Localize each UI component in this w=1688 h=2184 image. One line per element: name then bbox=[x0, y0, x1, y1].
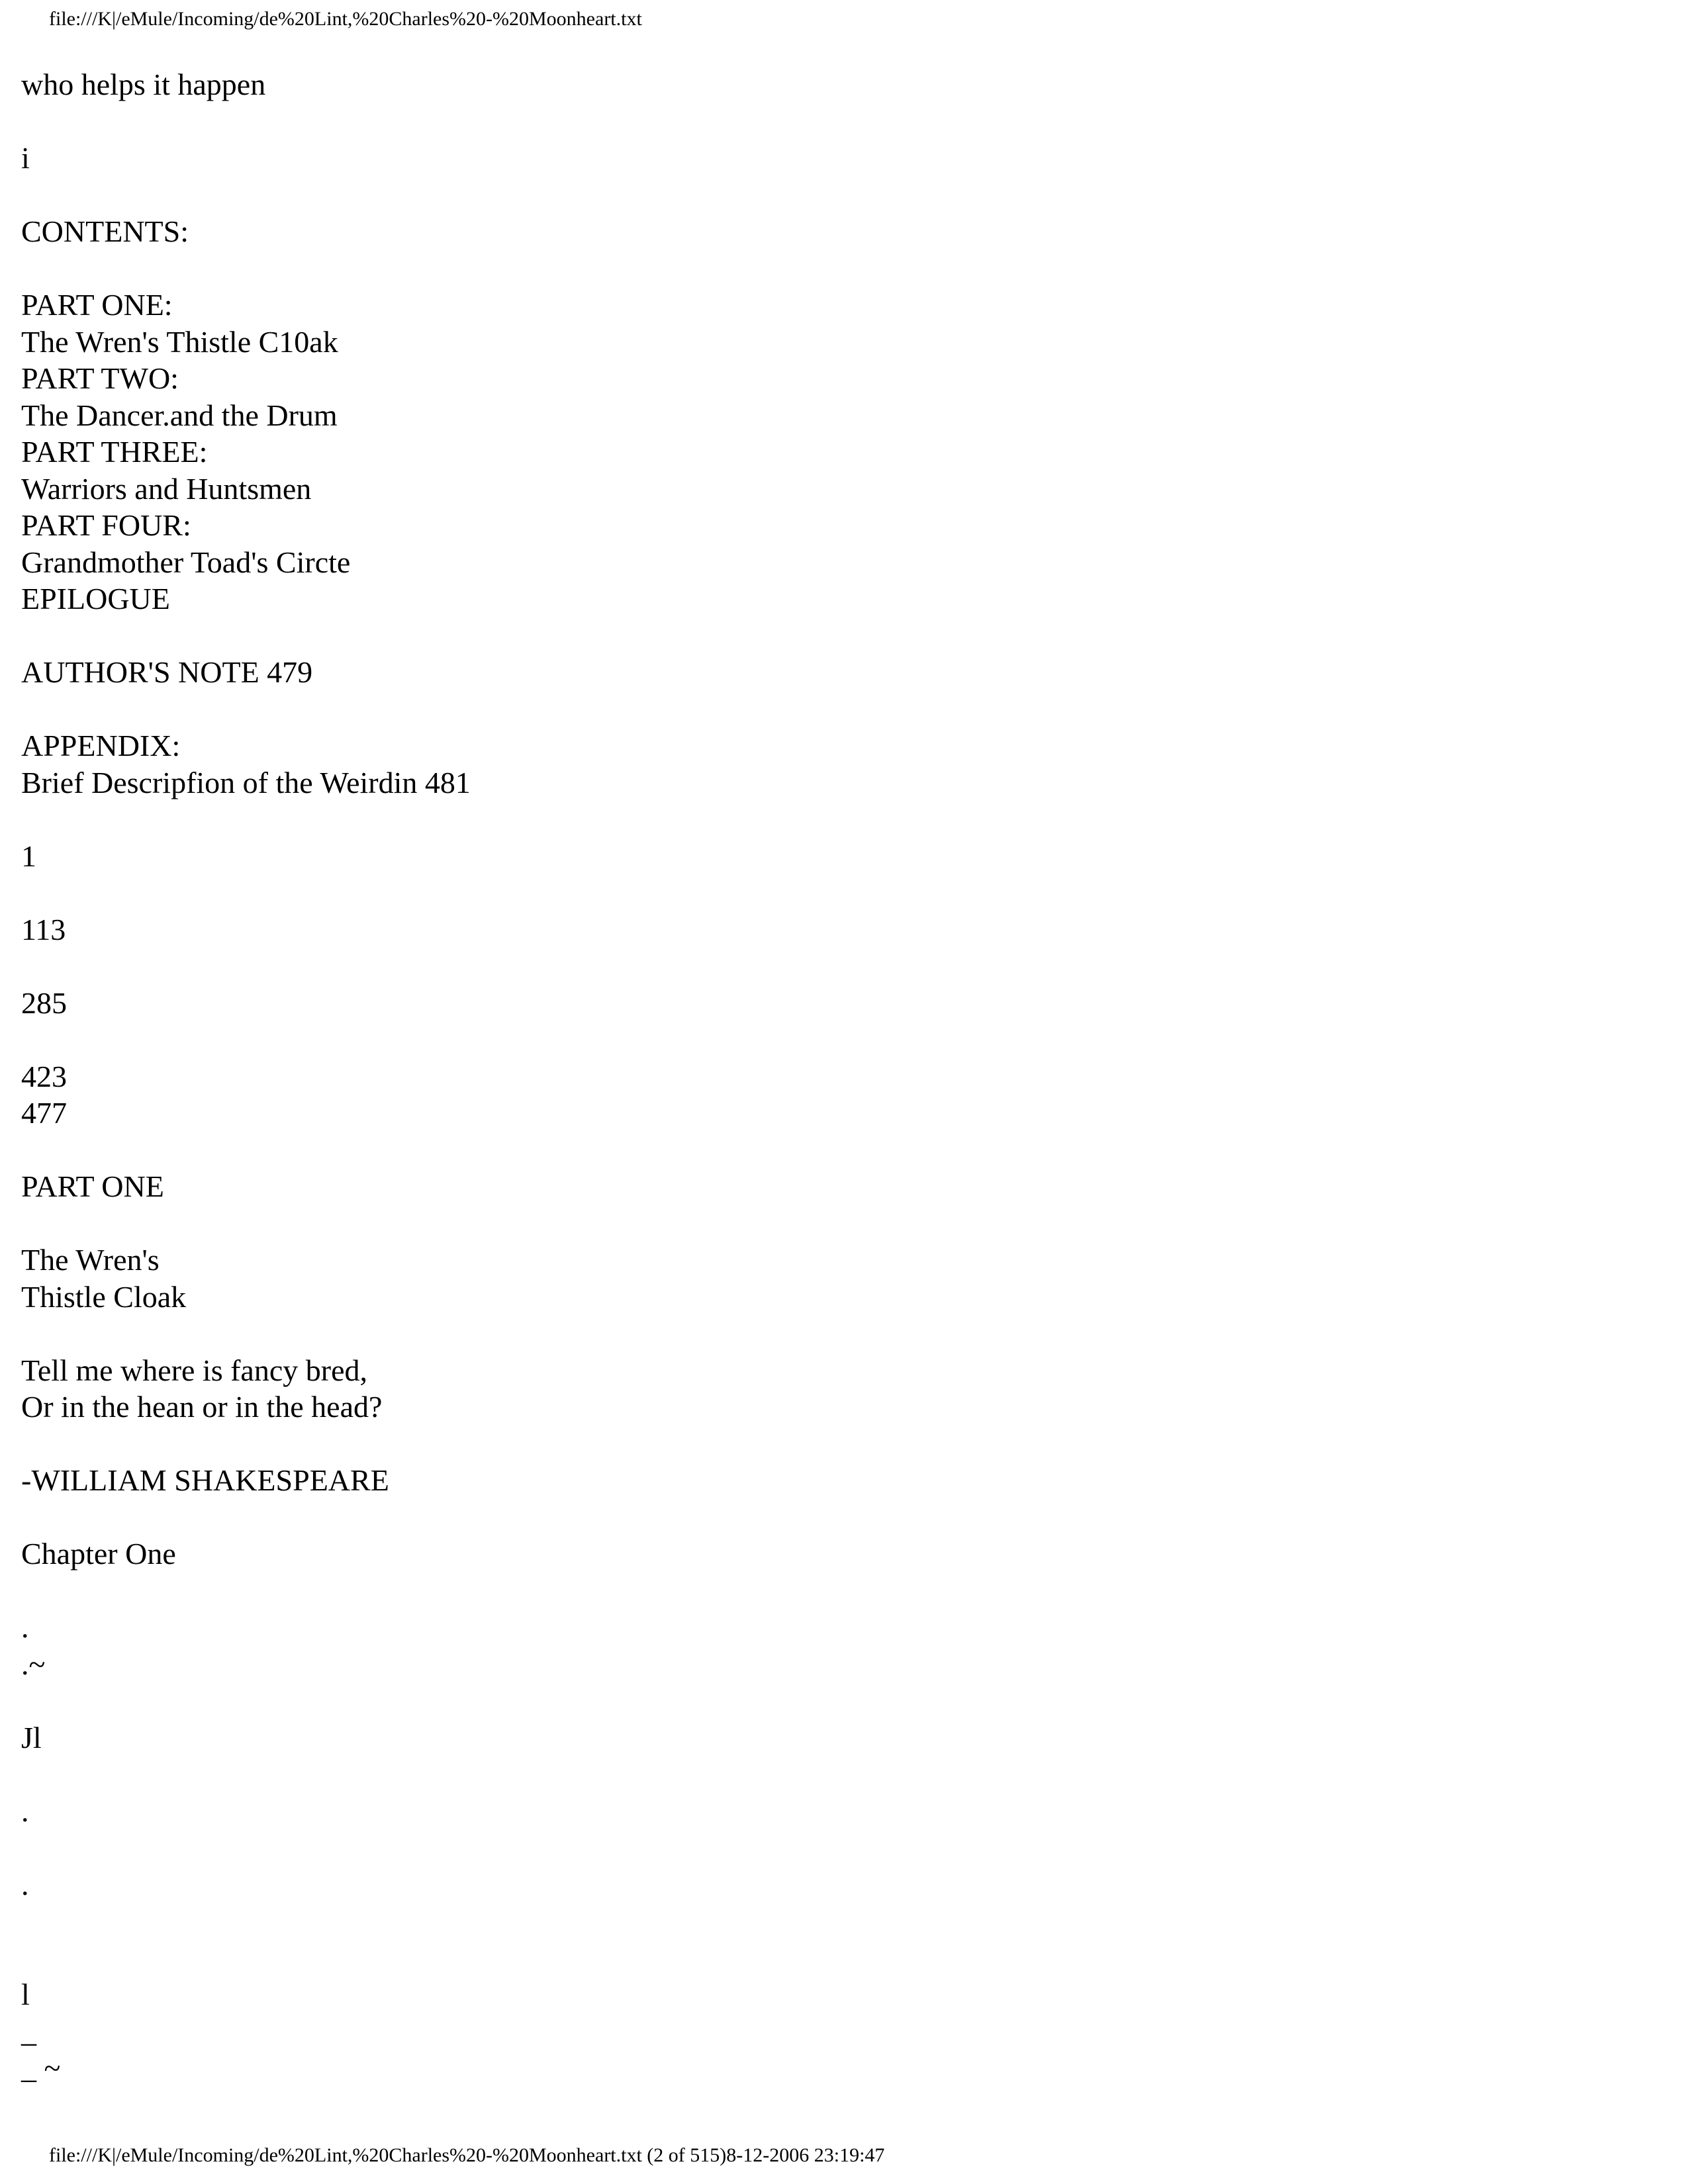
page-number: 477 bbox=[21, 1096, 67, 1130]
blank-line bbox=[21, 1499, 1663, 1536]
blank-line bbox=[21, 177, 1663, 214]
toc-part-label: PART THREE: bbox=[21, 435, 208, 469]
blank-line bbox=[21, 1205, 1663, 1242]
chapter-heading: Chapter One bbox=[21, 1537, 176, 1570]
contents-heading: CONTENTS: bbox=[21, 214, 189, 248]
document-body bbox=[21, 66, 1663, 2087]
text-line: who helps it happen bbox=[21, 68, 266, 101]
blank-line bbox=[21, 1682, 1663, 1719]
ocr-artifact-line: .~ bbox=[21, 1647, 46, 1681]
blank-line bbox=[21, 801, 1663, 838]
page-number: 113 bbox=[21, 912, 66, 946]
epigraph-line: Or in the hean or in the head? bbox=[21, 1390, 383, 1424]
blank-line bbox=[21, 103, 1663, 140]
blank-line bbox=[21, 1756, 1663, 1793]
toc-epilogue: EPILOGUE bbox=[21, 582, 170, 615]
epigraph-line: Tell me where is fancy bred, bbox=[21, 1353, 368, 1387]
blank-line bbox=[21, 250, 1663, 287]
toc-part-label: PART ONE: bbox=[21, 288, 173, 322]
blank-line bbox=[21, 874, 1663, 911]
blank-line bbox=[21, 948, 1663, 985]
blank-line bbox=[21, 1132, 1663, 1169]
text-line: i bbox=[21, 141, 30, 175]
page-number: 423 bbox=[21, 1059, 67, 1093]
toc-authors-note: AUTHOR'S NOTE 479 bbox=[21, 655, 313, 689]
blank-line bbox=[21, 1829, 1663, 1866]
ocr-artifact-line: l bbox=[21, 1978, 30, 2011]
blank-line bbox=[21, 1021, 1663, 1058]
epigraph-attribution: -WILLIAM SHAKESPEARE bbox=[21, 1463, 389, 1497]
ocr-artifact-line: . bbox=[21, 1867, 29, 1901]
ocr-artifact-line: . bbox=[21, 1794, 29, 1828]
page-header-path: file:///K|/eMule/Incoming/de%20Lint,%20Charles%20-%20Moonheart.txt bbox=[49, 8, 642, 30]
blank-line bbox=[21, 1315, 1663, 1352]
blank-line bbox=[21, 1572, 1663, 1610]
toc-part-title: The Wren's Thistle C10ak bbox=[21, 324, 338, 359]
blank-line bbox=[21, 1426, 1663, 1463]
blank-line bbox=[21, 691, 1663, 728]
toc-part-title: Warriors and Huntsmen bbox=[21, 471, 312, 506]
ocr-artifact-line: _ bbox=[21, 2014, 36, 2048]
toc-part-title: The Dancer.and the Drum bbox=[21, 398, 338, 432]
toc-appendix-label: APPENDIX: bbox=[21, 729, 181, 762]
toc-part-label: PART FOUR: bbox=[21, 508, 191, 542]
ocr-artifact-line: . bbox=[21, 1610, 29, 1644]
toc-part-label: PART TWO: bbox=[21, 361, 179, 395]
ocr-artifact-line: _ ~ bbox=[21, 2051, 61, 2085]
blank-line bbox=[21, 1903, 1663, 1940]
page-number: 1 bbox=[21, 839, 36, 873]
toc-part-title: Grandmother Toad's Circte bbox=[21, 545, 351, 579]
toc-appendix-title: Brief Descripfion of the Weirdin 481 bbox=[21, 765, 471, 799]
page-number: 285 bbox=[21, 985, 67, 1020]
page-footer: file:///K|/eMule/Incoming/de%20Lint,%20Charles%20-%20Moonheart.txt (2 of 515)8-12-2006 23:19:47 bbox=[49, 2144, 885, 2166]
ocr-artifact-line: Jl bbox=[21, 1720, 42, 1754]
blank-line bbox=[21, 1940, 1663, 1977]
part-title: Thistle Cloak bbox=[21, 1279, 187, 1314]
blank-line bbox=[21, 617, 1663, 655]
part-title: The Wren's bbox=[21, 1243, 160, 1277]
part-heading: PART ONE bbox=[21, 1169, 164, 1203]
